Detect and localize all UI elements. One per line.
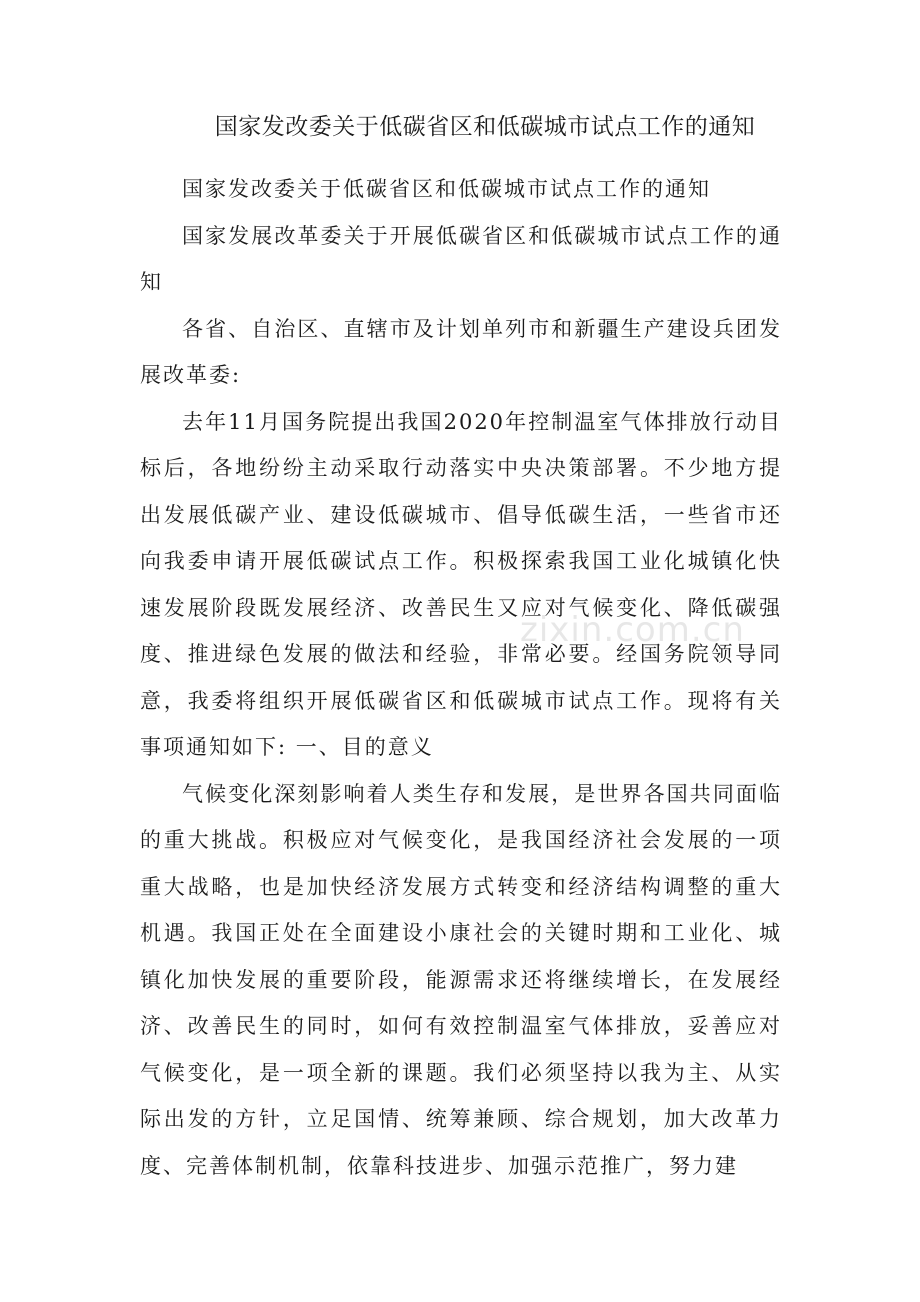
watermark: zixin.com.cn: [520, 610, 745, 650]
paragraph-addressee: 各省、自治区、直辖市及计划单列市和新疆生产建设兵团发展改革委:: [140, 316, 782, 387]
document-body: [140, 166, 782, 1189]
paragraph-heading-repeat: 国家发改委关于低碳省区和低碳城市试点工作的通知: [182, 177, 711, 201]
paragraph-notice-title: 国家发展改革委关于开展低碳省区和低碳城市试点工作的通知: [140, 223, 782, 294]
paragraph-background: 去年11月国务院提出我国2020年控制温室气体排放行动目标后，各地纷纷主动采取行动落实中央决策部署。不少地方提出发展低碳产业、建设低碳城市、倡导低碳生活，一些省市还向我委申请开展低碳试点工作。积极探索我国工业化城镇化快速发展阶段既发展经济、改善民生又应对气候变化、降低碳强度、推进绿色发展的做法和经验，非常必要。经国务院领导同意，我委将组织开展低碳省区和低碳城市试点工作。现将有关事项通知如下: 一、目的意义: [140, 409, 782, 759]
document-title: 国家发改委关于低碳省区和低碳城市试点工作的通知: [214, 114, 756, 140]
paragraph-significance: 气候变化深刻影响着人类生存和发展，是世界各国共同面临的重大挑战。积极应对气候变化，是我国经济社会发展的一项重大战略，也是加快经济发展方式转变和经济结构调整的重大机遇。我国正处在全面建设小康社会的关键时期和工业化、城镇化加快发展的重要阶段，能源需求还将继续增长，在发展经济、改善民生的同时，如何有效控制温室气体排放，妥善应对气候变化，是一项全新的课题。我们必须坚持以我为主、从实际出发的方针，立足国情、统筹兼顾、综合规划，加大改革力度、完善体制机制，依靠科技进步、加强示范推广，努力建: [140, 781, 782, 1178]
